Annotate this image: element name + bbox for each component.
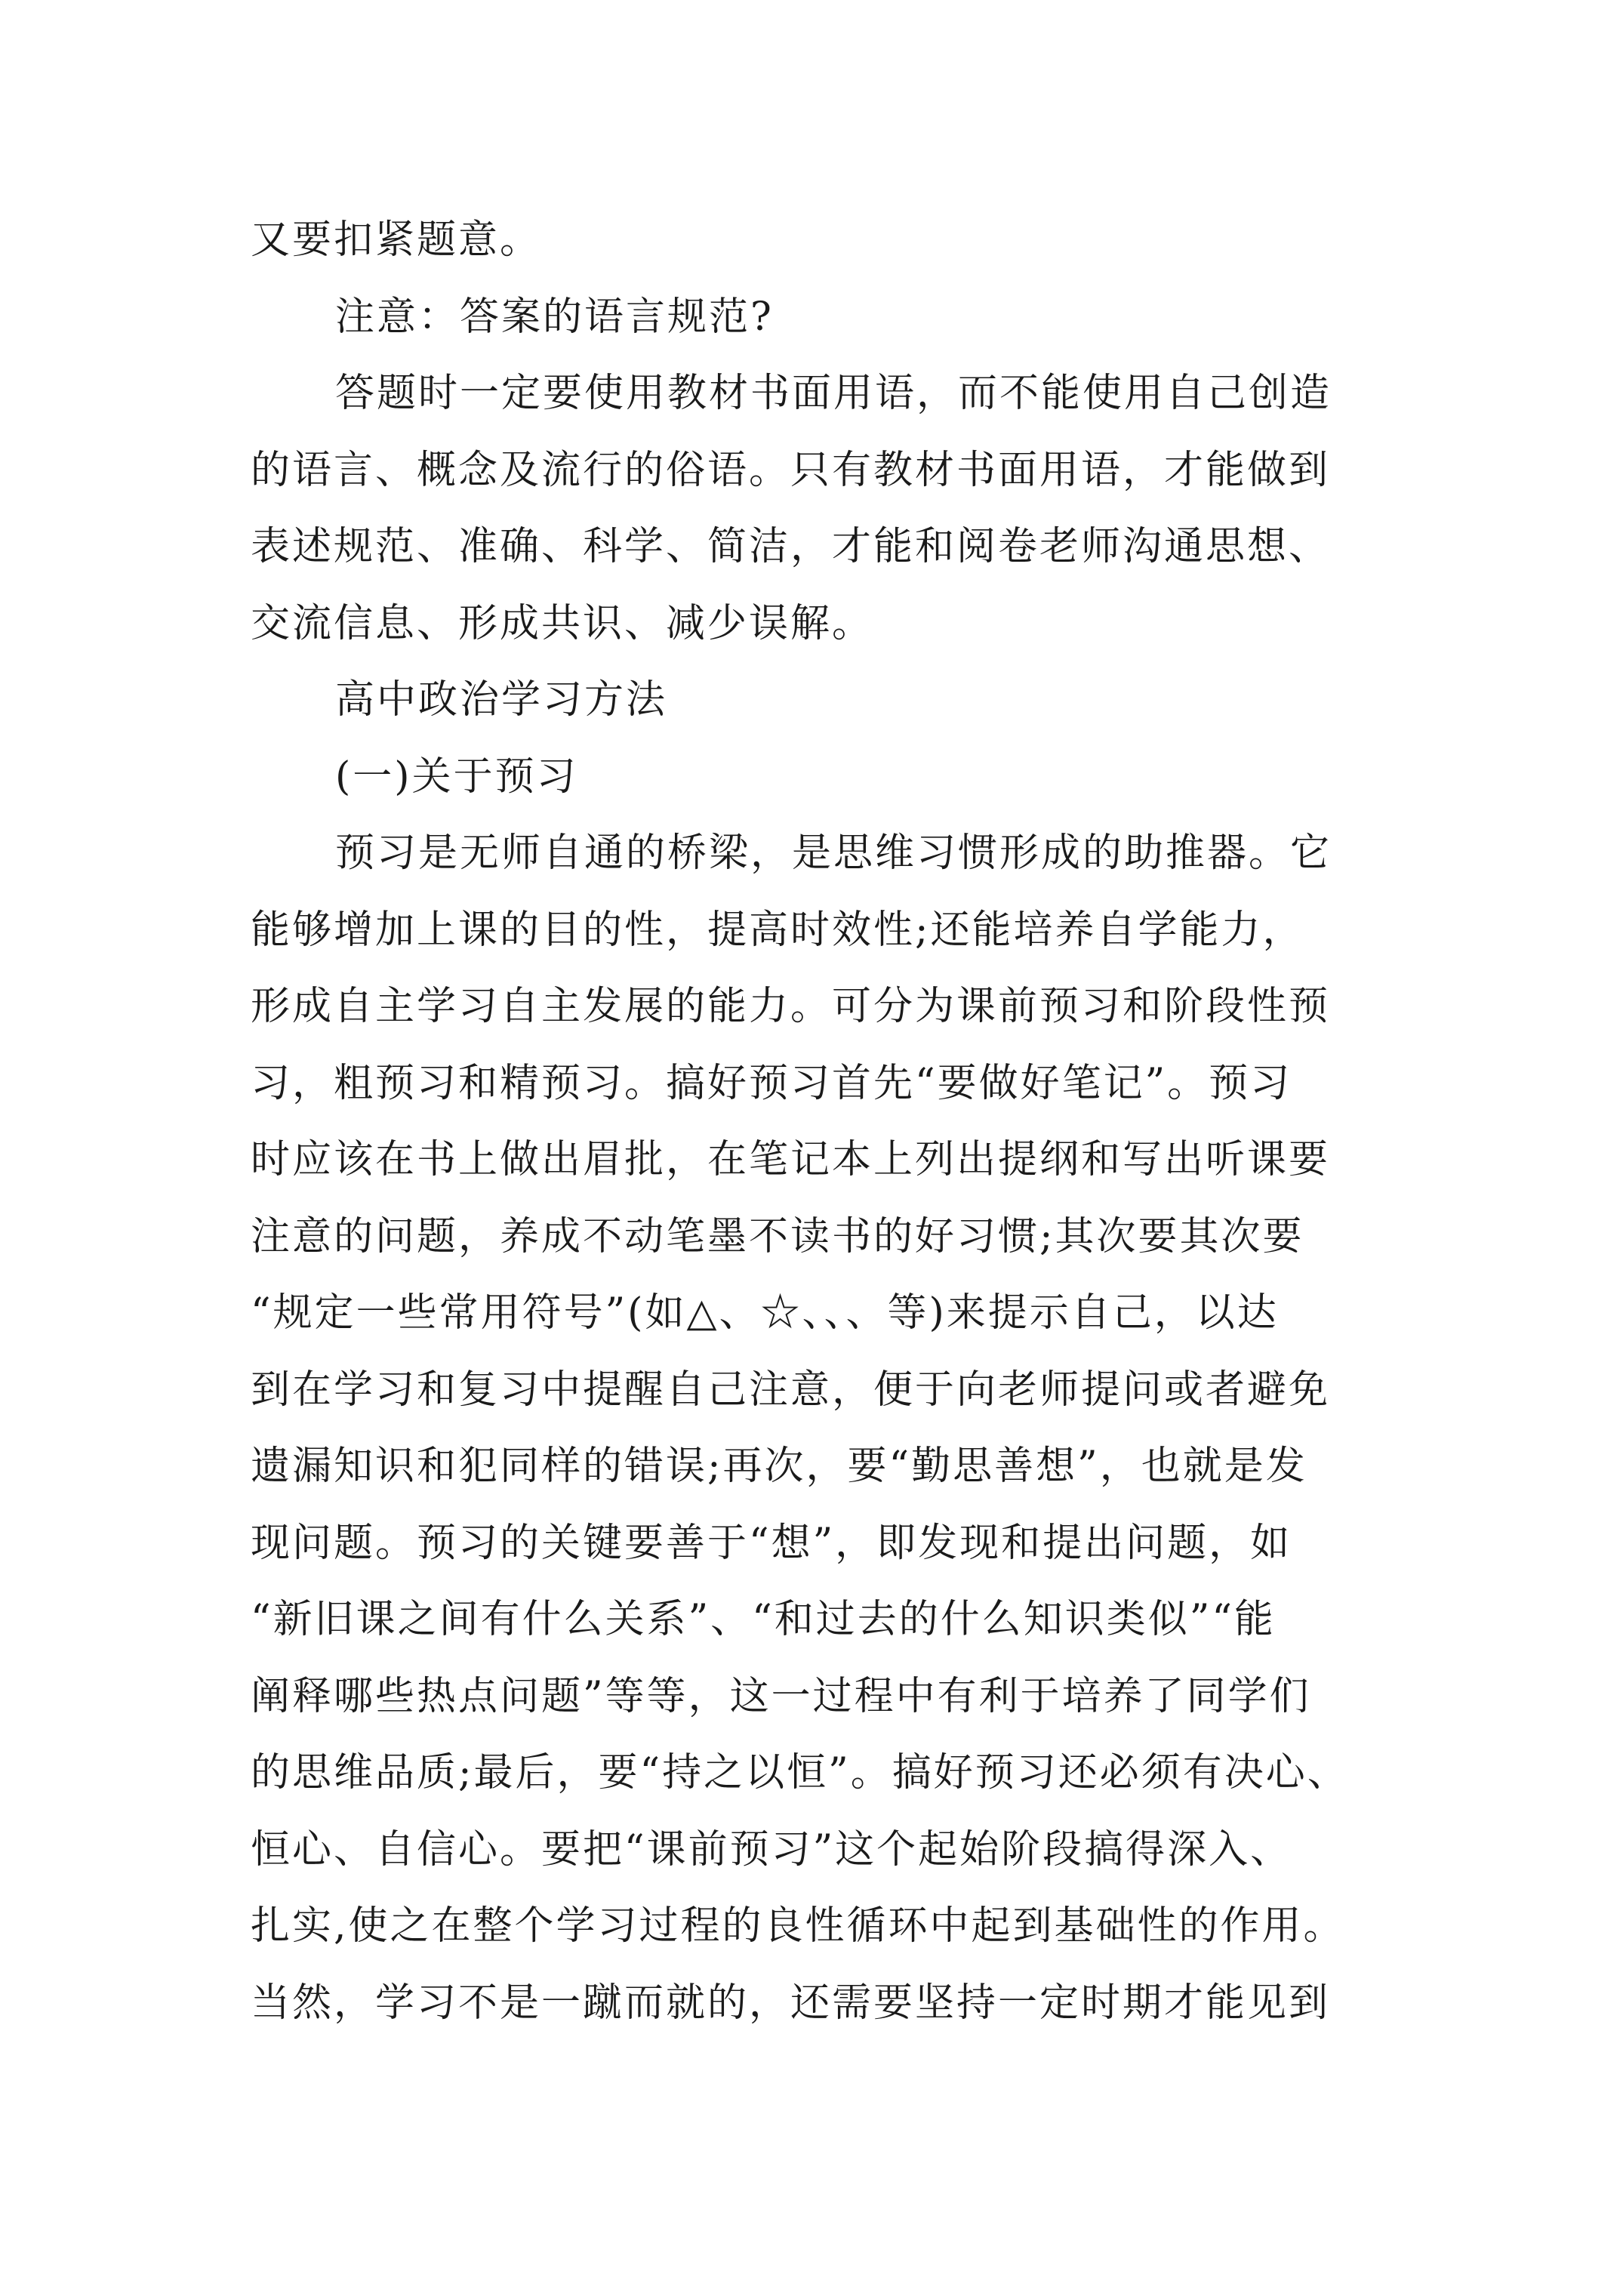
text-line-1: 又要扣紧题意。 — [251, 217, 542, 263]
document-body — [251, 202, 1398, 2042]
text-line-22: 恒心、自信心。要把“课前预习”这个起始阶段搞得深入、 — [251, 1826, 1292, 1872]
text-line-17: 遗漏知识和犯同样的错误;再次，要“勤思善想”，也就是发 — [251, 1444, 1307, 1489]
subsection-heading: (一)关于预习 — [335, 754, 578, 800]
text-line-19: “新旧课之间有什么关系”、“和过去的什么知识类似”“能 — [251, 1597, 1276, 1642]
text-line-3: 答题时一定要使用教材书面用语，而不能使用自己创造 — [335, 371, 1332, 416]
text-line-20: 阐释哪些热点问题”等等，这一过程中有利于培养了同学们 — [251, 1673, 1311, 1719]
text-line-16: 到在学习和复习中提醒自己注意，便于向老师提问或者避免 — [251, 1367, 1331, 1413]
text-line-11: 形成自主学习自主发展的能力。可分为课前预习和阶段性预 — [251, 984, 1331, 1029]
text-line-6: 交流信息、形成共识、减少误解。 — [251, 600, 874, 646]
text-line-2: 注意：答案的语言规范? — [335, 294, 774, 340]
section-heading: 高中政治学习方法 — [335, 677, 668, 723]
text-line-10: 能够增加上课的目的性，提高时效性;还能培养自学能力， — [251, 907, 1304, 953]
text-line-18: 现问题。预习的关键要善于“想”，即发现和提出问题，如 — [251, 1520, 1292, 1566]
text-line-23: 扎实,使之在整个学习过程的良性循环中起到基础性的作用。 — [251, 1903, 1345, 1949]
text-line-9: 预习是无师自通的桥梁，是思维习惯形成的助推器。它 — [335, 831, 1332, 876]
text-line-13: 时应该在书上做出眉批，在笔记本上列出提纲和写出听课要 — [251, 1137, 1331, 1182]
text-line-12: 习，粗预习和精预习。搞好预习首先“要做好笔记”。预习 — [251, 1060, 1292, 1106]
text-line-24: 当然，学习不是一蹴而就的，还需要坚持一定时期才能见到 — [251, 1980, 1331, 2026]
text-line-21: 的思维品质;最后，要“持之以恒”。搞好预习还必须有决心、 — [251, 1750, 1349, 1795]
text-line-4: 的语言、概念及流行的俗语。只有教材书面用语，才能做到 — [251, 447, 1331, 493]
text-line-5: 表述规范、准确、科学、简洁，才能和阅卷老师沟通思想、 — [251, 524, 1331, 569]
text-line-14: 注意的问题，养成不动笔墨不读书的好习惯;其次要其次要 — [251, 1213, 1304, 1259]
text-line-15: “规定一些常用符号”(如△、☆、、、等)来提示自己，以达 — [251, 1290, 1279, 1336]
